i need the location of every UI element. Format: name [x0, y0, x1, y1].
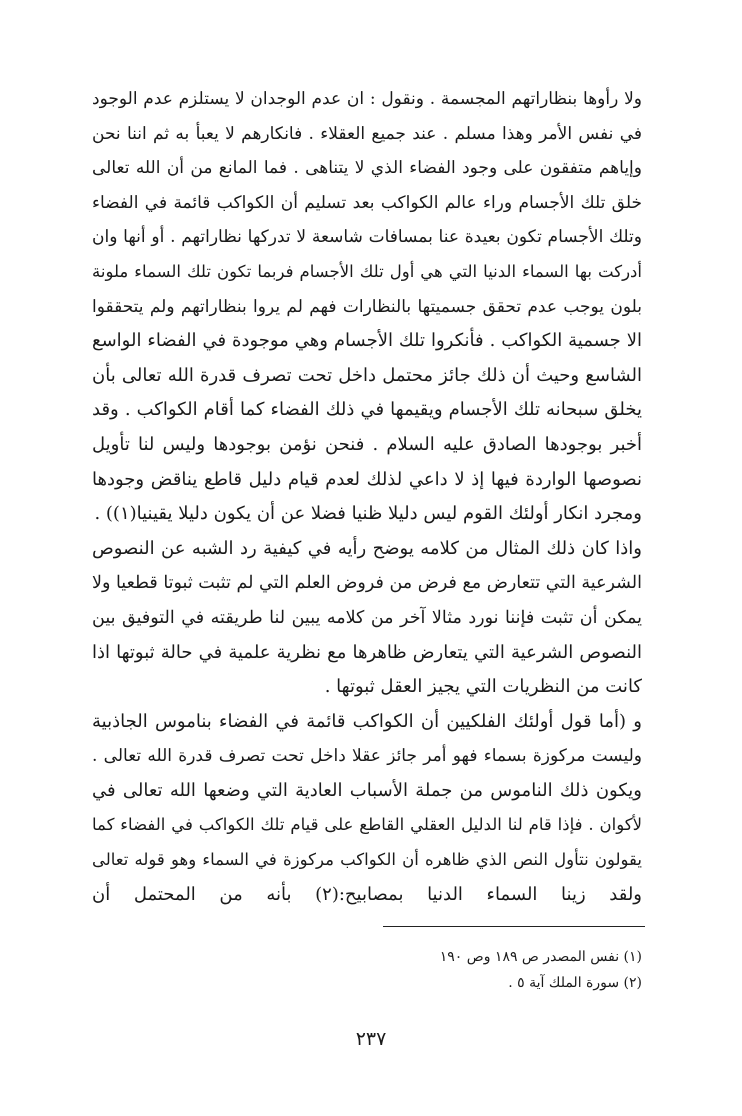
text-line: وتلك الأجسام تكون بعيدة عنا بمسافات شاسعة لا تدركها نظاراتهم . أو أنها وان [92, 227, 642, 248]
text-line: ولقد زينا السماء الدنيا بمصابيح:(٢) بأنه من المحتمل أن [92, 883, 642, 905]
text-line: ومجرد انكار أولئك القوم ليس دليلا ظنيا فضلا عن أن يكون دليلا يقينيا(١)) . [94, 503, 642, 525]
text-line: ويكون ذلك الناموس من جملة الأسباب العادية التي وضعها الله تعالى في [92, 779, 642, 801]
text-line: أدركت بها السماء الدنيا التي هي أول تلك الأجسام فربما تكون تلك السماء ملونة [92, 261, 642, 281]
text-line: يخلق سبحانه تلك الأجسام ويقيمها في ذلك الفضاء كما أقام الكواكب . وقد [92, 399, 642, 421]
footnote-2: (٢) سورة الملك آية ٥ . [508, 975, 642, 991]
text-line: نصوصها الواردة فيها إذ لا داعي لذلك لعدم قيام دليل قاطع يناقض وجودها [92, 468, 642, 490]
text-line: وليست مركوزة بسماء فهو أمر جائز عقلا داخل تحت تصرف قدرة الله تعالى . [92, 746, 642, 767]
text-line: وإياهم متفقون على وجود الفضاء الذي لا يتناهى . فما المانع من أن الله تعالى [92, 158, 642, 179]
text-line: لأكوان . فإذا قام لنا الدليل العقلي القاطع على قيام تلك الكواكب في الفضاء كما [92, 815, 642, 835]
text-line: الا جسمية الكواكب . فأنكروا تلك الأجسام وهي موجودة في الفضاء الواسع [92, 330, 642, 352]
text-line: في نفس الأمر وهذا مسلم . عند جميع العقلاء . فانكارهم لا يعبأ به ثم اننا نحن [92, 123, 642, 144]
text-line: الشاسع وحيث أن ذلك جائز محتمل داخل تحت تصرف قدرة الله تعالى بأن [92, 364, 642, 386]
text-line: أخبر بوجودها الصادق عليه السلام . فنحن نؤمن بوجودها وليس لنا تأويل [92, 433, 642, 455]
page-number: ٢٣٧ [355, 1028, 387, 1050]
footnote-1: (١) نفس المصدر ص ١٨٩ وص ١٩٠ [439, 949, 642, 965]
text-line: خلق تلك الأجسام وراء عالم الكواكب بعد تسليم أن الكواكب قائمة في الفضاء [92, 192, 642, 213]
text-line: يقولون نتأول النص الذي ظاهره أن الكواكب مركوزة في السماء وهو قوله تعالى [92, 850, 642, 870]
text-line: و (أما قول أولئك الفلكيين أن الكواكب قائمة في الفضاء بناموس الجاذبية [92, 710, 642, 732]
main-text-block [92, 82, 642, 912]
text-line: يمكن أن تثبت فإننا نورد مثالا آخر من كلامه يبين لنا طريقته في التوفيق بين [92, 607, 642, 628]
text-line: الشرعية التي تتعارض مع فرض من فروض العلم التي لم تثبت ثبوتا قطعيا ولا [92, 573, 642, 594]
text-line: ولا رأوها بنظاراتهم المجسمة . ونقول : ان عدم الوجدان لا يستلزم عدم الوجود [92, 89, 642, 109]
text-line: النصوص الشرعية التي يتعارض ظاهرها مع نظرية علمية في حالة ثبوتها اذا [92, 641, 642, 663]
footnote-divider [383, 926, 645, 927]
text-line: واذا كان ذلك المثال من كلامه يوضح رأيه في كيفية رد الشبه عن النصوص [92, 537, 642, 559]
text-line: كانت من النظريات التي يجيز العقل ثبوتها . [324, 676, 642, 698]
footnotes [242, 944, 642, 996]
text-line: بلون يوجب عدم تحقق جسميتها بالنظارات فهم لم يروا بنظاراتهم ولم يتحققوا [92, 296, 642, 317]
